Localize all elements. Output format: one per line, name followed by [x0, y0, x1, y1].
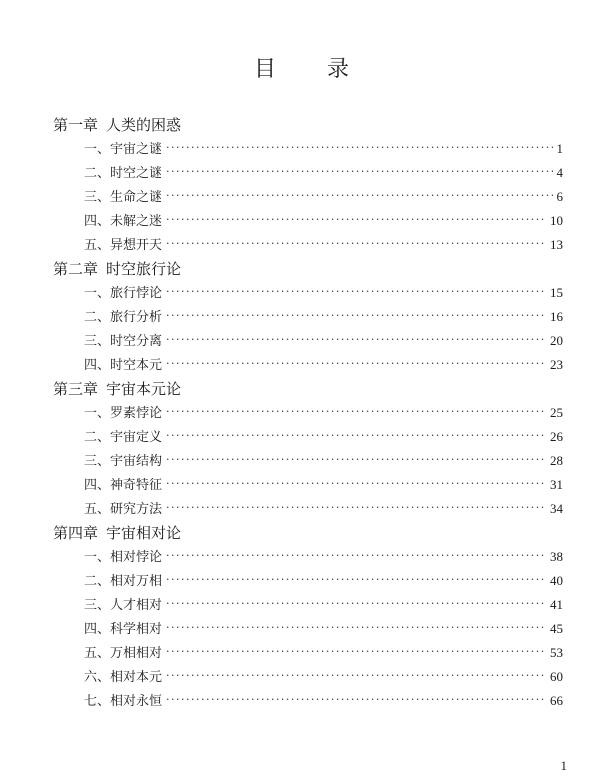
- dot-leader: [166, 544, 546, 568]
- dot-leader: [166, 448, 546, 472]
- section-page-number: 53: [550, 645, 563, 660]
- section-page-number: 41: [550, 597, 563, 612]
- dot-leader: [166, 160, 552, 184]
- chapter-heading[interactable]: [53, 522, 563, 545]
- section-title: 六、相对本元: [84, 670, 163, 685]
- chapter-number: 第一章: [53, 116, 99, 134]
- chapter-number: 第三章: [53, 380, 99, 398]
- toc-entry[interactable]: [53, 641, 563, 665]
- chapter-title: 人类的困惑: [106, 116, 182, 134]
- toc-entry[interactable]: [53, 329, 563, 353]
- section-page-number: 28: [550, 453, 563, 468]
- section-page-number: 4: [556, 165, 563, 180]
- table-of-contents: [53, 113, 563, 713]
- dot-leader: [166, 568, 546, 592]
- section-page-number: 45: [550, 621, 563, 636]
- section-page-number: 34: [550, 501, 563, 516]
- chapter-heading[interactable]: [53, 114, 563, 137]
- section-title: 五、万相相对: [84, 646, 163, 661]
- dot-leader: [166, 616, 546, 640]
- toc-entry[interactable]: [53, 545, 563, 569]
- page-number: 1: [560, 758, 567, 773]
- dot-leader: [166, 496, 546, 520]
- section-page-number: 13: [550, 237, 563, 252]
- section-title: 一、宇宙之谜: [84, 142, 163, 157]
- section-title: 二、旅行分析: [84, 310, 163, 325]
- dot-leader: [166, 208, 546, 232]
- section-title: 一、旅行悖论: [84, 286, 163, 301]
- page-title: 目 录: [254, 57, 371, 82]
- section-title: 一、相对悖论: [84, 550, 163, 565]
- toc-entry[interactable]: [53, 281, 563, 305]
- section-page-number: 38: [550, 549, 563, 564]
- toc-entry[interactable]: [53, 425, 563, 449]
- chapter-title: 时空旅行论: [106, 260, 182, 278]
- section-title: 三、人才相对: [84, 598, 163, 613]
- toc-entry[interactable]: [53, 473, 563, 497]
- section-page-number: 66: [550, 693, 563, 708]
- toc-entry[interactable]: [53, 497, 563, 521]
- section-page-number: 26: [550, 429, 563, 444]
- section-page-number: 23: [550, 357, 563, 372]
- toc-entry[interactable]: [53, 689, 563, 713]
- section-title: 五、研究方法: [84, 502, 163, 517]
- toc-entry[interactable]: [53, 665, 563, 689]
- section-title: 四、神奇特征: [84, 478, 163, 493]
- section-title: 二、相对万相: [84, 574, 163, 589]
- toc-entry[interactable]: [53, 185, 563, 209]
- chapter-number: 第四章: [53, 524, 99, 542]
- dot-leader: [166, 328, 546, 352]
- dot-leader: [166, 136, 552, 160]
- dot-leader: [166, 352, 546, 376]
- dot-leader: [166, 232, 546, 256]
- toc-entry[interactable]: [53, 209, 563, 233]
- chapter-heading[interactable]: [53, 258, 563, 281]
- toc-entry[interactable]: [53, 137, 563, 161]
- dot-leader: [166, 184, 552, 208]
- section-page-number: 31: [550, 477, 563, 492]
- dot-leader: [166, 688, 546, 712]
- section-title: 三、时空分离: [84, 334, 163, 349]
- toc-entry[interactable]: [53, 401, 563, 425]
- dot-leader: [166, 664, 546, 688]
- toc-entry[interactable]: [53, 617, 563, 641]
- toc-entry[interactable]: [53, 569, 563, 593]
- dot-leader: [166, 304, 546, 328]
- section-page-number: 20: [550, 333, 563, 348]
- section-title: 四、时空本元: [84, 358, 163, 373]
- toc-entry[interactable]: [53, 305, 563, 329]
- section-title: 二、时空之谜: [84, 166, 163, 181]
- dot-leader: [166, 640, 546, 664]
- toc-entry[interactable]: [53, 353, 563, 377]
- section-title: 三、宇宙结构: [84, 454, 163, 469]
- dot-leader: [166, 592, 546, 616]
- dot-leader: [166, 280, 546, 304]
- toc-entry[interactable]: [53, 593, 563, 617]
- chapter-title: 宇宙本元论: [106, 380, 182, 398]
- chapter-title: 宇宙相对论: [106, 524, 182, 542]
- section-title: 一、罗素悖论: [84, 406, 163, 421]
- chapter-number: 第二章: [53, 260, 99, 278]
- dot-leader: [166, 424, 546, 448]
- section-title: 五、异想开天: [84, 238, 163, 253]
- section-title: 七、相对永恒: [84, 694, 163, 709]
- section-page-number: 60: [550, 669, 563, 684]
- dot-leader: [166, 472, 546, 496]
- section-page-number: 40: [550, 573, 563, 588]
- toc-entry[interactable]: [53, 161, 563, 185]
- chapter-heading[interactable]: [53, 378, 563, 401]
- section-title: 四、科学相对: [84, 622, 163, 637]
- section-page-number: 15: [550, 285, 563, 300]
- section-title: 二、宇宙定义: [84, 430, 163, 445]
- toc-entry[interactable]: [53, 233, 563, 257]
- section-page-number: 6: [556, 189, 563, 204]
- section-page-number: 16: [550, 309, 563, 324]
- section-title: 四、未解之迷: [84, 214, 163, 229]
- dot-leader: [166, 400, 546, 424]
- toc-entry[interactable]: [53, 449, 563, 473]
- section-page-number: 25: [550, 405, 563, 420]
- section-page-number: 10: [550, 213, 563, 228]
- section-page-number: 1: [556, 141, 563, 156]
- section-title: 三、生命之谜: [84, 190, 163, 205]
